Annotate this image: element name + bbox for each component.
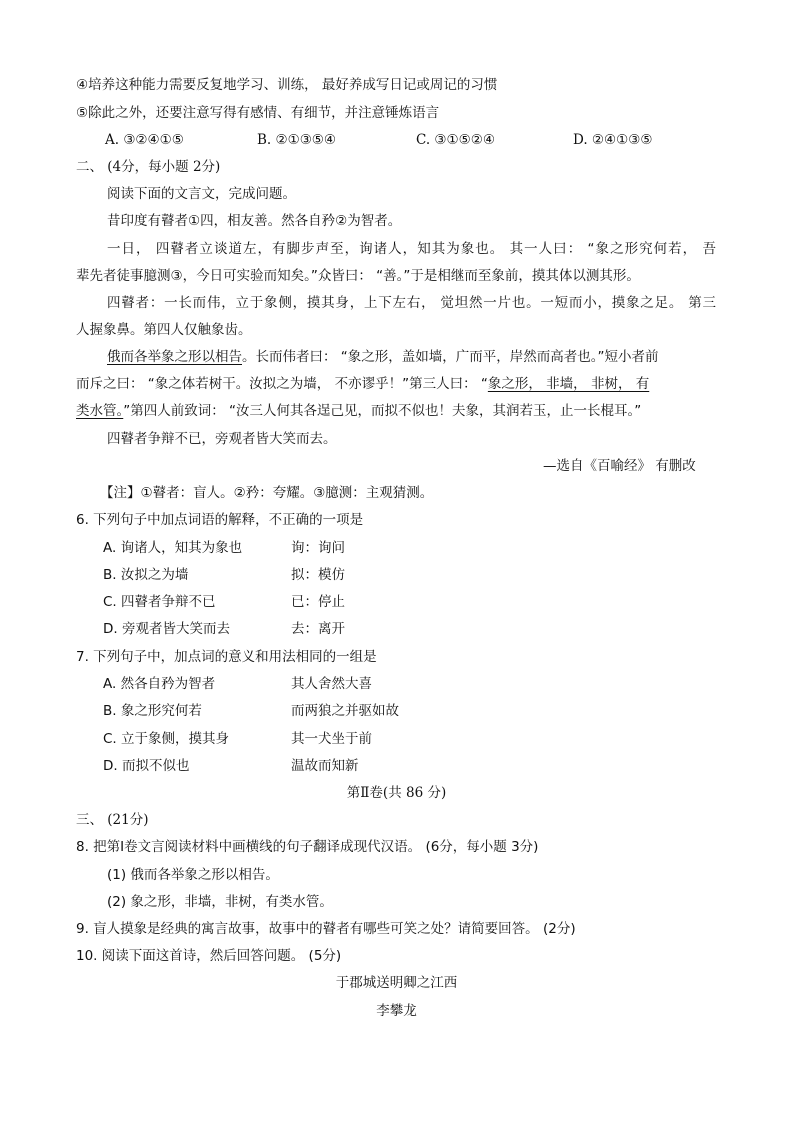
volume-2-title: 第Ⅱ卷(共 86 分) (346, 785, 447, 801)
q6-option-d-gloss: 去：离开 (291, 621, 345, 637)
passage-note: 【注】①瞽者：盲人。②矜：夸耀。③臆测：主观猜测。 (100, 485, 434, 501)
q7-option-c: C. 立于象侧，摸其身 (103, 731, 230, 747)
passage-para-4-line-1 (107, 348, 659, 366)
q6-option-c-gloss: 已：停止 (291, 594, 345, 610)
choice-a: A. ③②④①⑤ (105, 132, 184, 148)
passage-para-3-line-2: 人握象鼻。第四人仅触象齿。 (76, 322, 252, 338)
question-8-1: (1) 俄而各举象之形以相告。 (107, 867, 279, 883)
q7-option-b-pair: 而两狼之并驱如故 (291, 703, 399, 719)
passage-para-5: 四瞽者争辩不已，旁观者皆大笑而去。 (107, 431, 337, 447)
question-7-stem: 7. 下列句子中，加点词的意义和用法相同的一组是 (76, 649, 377, 665)
question-8-stem: 8. 把第Ⅰ卷文言阅读材料中画横线的句子翻译成现代汉语。 (6分，每小题 3分) (76, 839, 539, 855)
q6-option-b: B. 汝拟之为墙 (103, 567, 189, 583)
passage-para-2-line-1: 一日， 四瞽者立谈道左，有脚步声至，询诸人，知其为象也。 其一人曰： “象之形究何若， 吾 (107, 241, 716, 257)
choice-c: C. ③①⑤②④ (416, 132, 495, 148)
passage-para-4-line-2-text: 而斥之曰： “象之体若树干。汝拟之为墙， 不亦谬乎！”第三人曰： “ (76, 376, 488, 392)
underlined-sentence-2-part-2: 类水管。 (76, 403, 124, 419)
choice-d: D. ②④①③⑤ (573, 132, 653, 148)
list-item-5: ⑤除此之外，还要注意写得有感情、有细节，并注意锤炼语言 (76, 105, 440, 121)
passage-source: —选自《百喻经》 有删改 (543, 458, 696, 474)
q7-option-a-pair: 其人舍然大喜 (291, 676, 372, 692)
q7-option-b: B. 象之形究何若 (103, 703, 202, 719)
q7-option-c-pair: 其一犬坐于前 (291, 731, 372, 747)
q7-option-d: D. 而拟不似也 (103, 758, 190, 774)
section-3-heading: 三、 (21分) (76, 812, 149, 828)
underlined-sentence-2-part-1: 象之形， 非墙， 非树， 有 (487, 376, 650, 392)
passage-para-3-line-1: 四瞽者：一长而伟，立于象侧，摸其身，上下左右， 觉坦然一片也。一短而小，摸象之足。 第三 (107, 295, 716, 311)
q6-option-b-gloss: 拟：模仿 (291, 567, 345, 583)
underlined-sentence-1: 俄而各举象之形以相告 (107, 349, 242, 365)
poem-author: 李攀龙 (376, 1003, 417, 1019)
reading-instruction: 阅读下面的文言文，完成问题。 (107, 186, 296, 202)
list-item-4: ④培养这种能力需要反复地学习、训练， 最好养成写日记或周记的习惯 (76, 77, 498, 93)
question-6-stem: 6. 下列句子中加点词语的解释，不正确的一项是 (76, 512, 364, 528)
passage-para-1: 昔印度有瞽者①四，相友善。然各自矜②为智者。 (107, 213, 402, 229)
passage-para-2-line-2: 辈先者徒事臆测③，今日可实验而知矣。”众皆曰： “善。”于是相继而至象前，摸其体以测其形。 (76, 268, 640, 284)
question-9: 9. 盲人摸象是经典的寓言故事，故事中的瞽者有哪些可笑之处？请简要回答。 (2分) (76, 921, 576, 937)
poem-title: 于郡城送明卿之江西 (335, 975, 458, 991)
q6-option-a-gloss: 询：询问 (291, 540, 345, 556)
passage-para-4-line-1-rest: 。长而伟者曰： “象之形，盖如墙，广而平，岸然而高者也。”短小者前 (242, 349, 659, 365)
passage-para-4-line-3-rest: ”第四人前致词： “汝三人何其各逞己见，而拟不似也！夫象，其润若玉，止一长棍耳。” (123, 403, 642, 419)
choice-b: B. ②①③⑤④ (257, 132, 337, 148)
passage-para-4-line-2 (76, 375, 649, 393)
question-8-2: (2) 象之形，非墙，非树，有类水管。 (107, 894, 333, 910)
q7-option-d-pair: 温故而知新 (291, 758, 359, 774)
q7-option-a: A. 然各自矜为智者 (103, 676, 216, 692)
q6-option-d: D. 旁观者皆大笑而去 (103, 621, 230, 637)
section-2-heading: 二、 (4分，每小题 2分) (76, 159, 221, 175)
q6-option-c: C. 四瞽者争辩不已 (103, 594, 216, 610)
passage-para-4-line-3 (76, 402, 641, 420)
question-10: 10. 阅读下面这首诗，然后回答问题。 (5分) (76, 948, 342, 964)
q6-option-a: A. 询诸人，知其为象也 (103, 540, 243, 556)
